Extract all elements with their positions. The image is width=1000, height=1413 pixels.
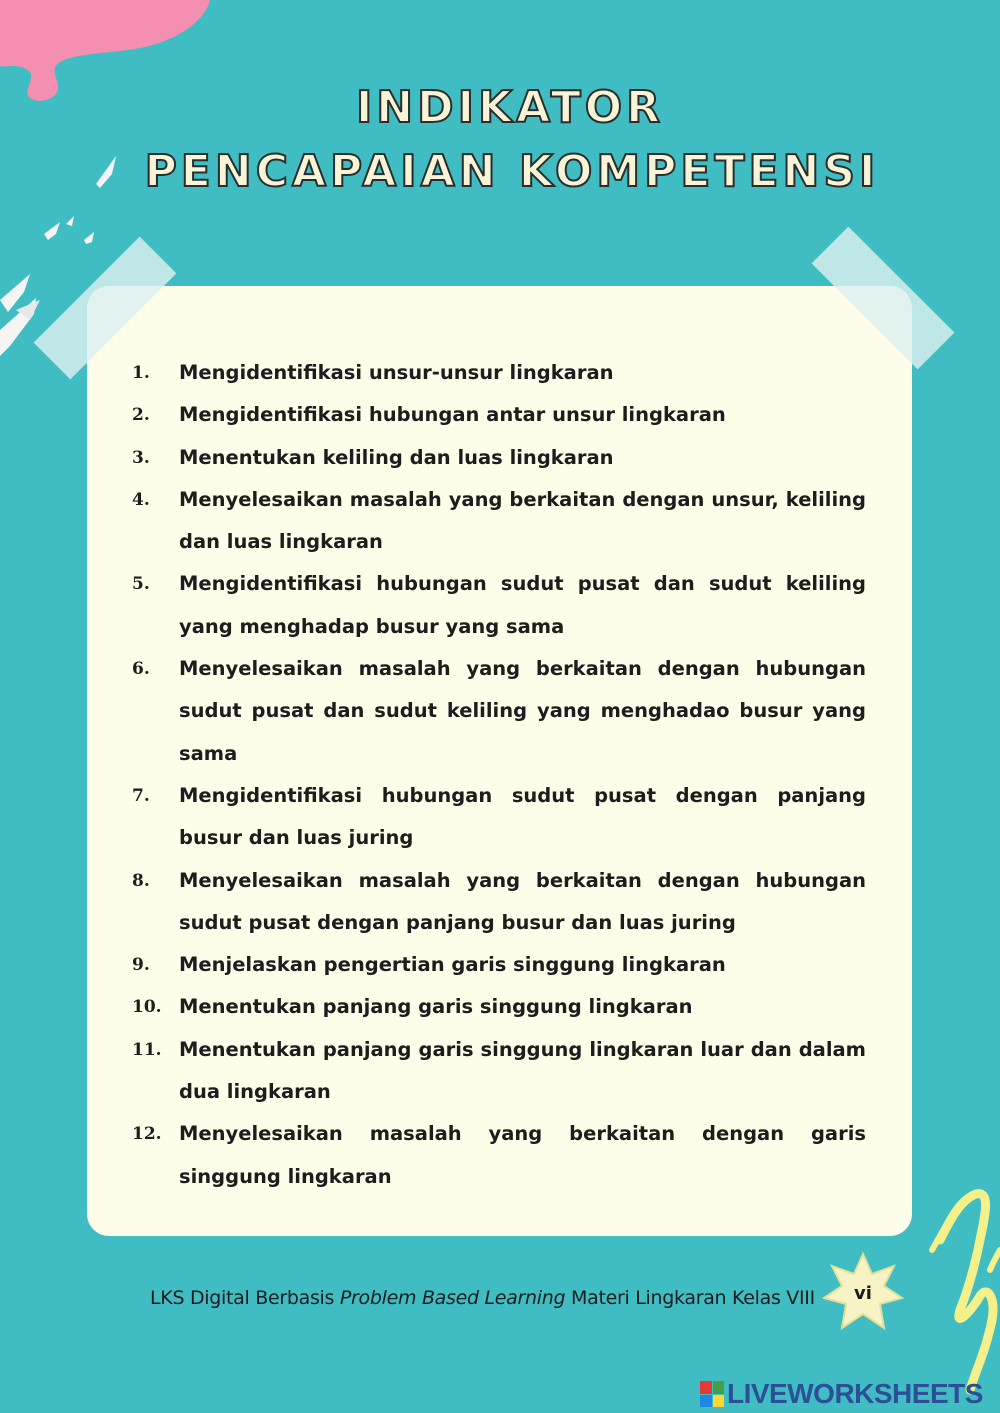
item-number: 5. [132,574,150,595]
item-text: Menentukan panjang garis singgung lingkaran [179,995,693,1019]
page-title-line-2: PENCAPAIAN KOMPETENSI [144,146,880,197]
item-text: Menyelesaikan masalah yang berkaitan dengan unsur, keliling dan luas lingkaran [179,487,866,554]
liveworksheets-brand[interactable] [700,1376,983,1412]
item-number: 10. [132,997,162,1018]
footer-caption [150,1287,815,1309]
list-item [132,648,866,775]
list-item [132,986,866,1028]
footer-italic: Problem Based Learning [339,1287,566,1309]
list-item [132,394,866,436]
item-number: 8. [132,870,150,891]
list-item [132,352,866,394]
item-number: 12. [132,1124,162,1145]
list-item [132,944,866,986]
item-number: 6. [132,659,150,680]
item-text: Menyelesaikan masalah yang berkaitan dengan garis singgung lingkaran [179,1122,866,1188]
item-text: Mengidentifikasi hubungan sudut pusat dengan panjang busur dan luas juring [179,783,866,850]
list-item [132,437,866,479]
footer-suffix: Materi Lingkaran Kelas VIII [565,1287,815,1309]
liveworksheets-logo-icon [700,1381,724,1407]
item-number: 2. [132,405,150,426]
footer-prefix: LKS Digital Berbasis [150,1287,340,1309]
item-text: Menyelesaikan masalah yang berkaitan dengan hubungan sudut pusat dengan panjang busur dan luas juring [179,868,866,934]
item-number: 7. [132,785,150,806]
page-number: vi [854,1283,872,1304]
list-item [132,563,866,648]
item-number: 4. [132,489,150,510]
item-number: 3. [132,447,150,468]
list-item [132,479,866,564]
item-number: 11. [132,1039,162,1060]
list-item [132,860,866,945]
item-text: Mengidentifikasi hubungan sudut pusat dan sudut keliling yang menghadap busur yang sama [179,572,866,638]
item-text: Mengidentifikasi hubungan antar unsur lingkaran [179,403,726,427]
list-item [132,775,866,860]
list-item [132,1113,866,1198]
indicator-list [132,352,866,1198]
item-text: Mengidentifikasi unsur-unsur lingkaran [179,361,614,384]
item-text: Menjelaskan pengertian garis singgung lingkaran [179,953,726,977]
item-text: Menentukan panjang garis singgung lingkaran luar dan dalam dua lingkaran [179,1037,866,1104]
page-title-line-1: INDIKATOR [355,82,665,133]
item-text: Menyelesaikan masalah yang berkaitan dengan hubungan sudut pusat dan sudut keliling yang menghadao busur yang sama [179,657,866,765]
item-text: Menentukan keliling dan luas lingkaran [179,445,614,469]
list-item [132,1029,866,1114]
item-number: 9. [132,955,150,976]
item-number: 1. [132,363,150,383]
brand-text: LIVEWORKSHEETS [727,1378,983,1409]
